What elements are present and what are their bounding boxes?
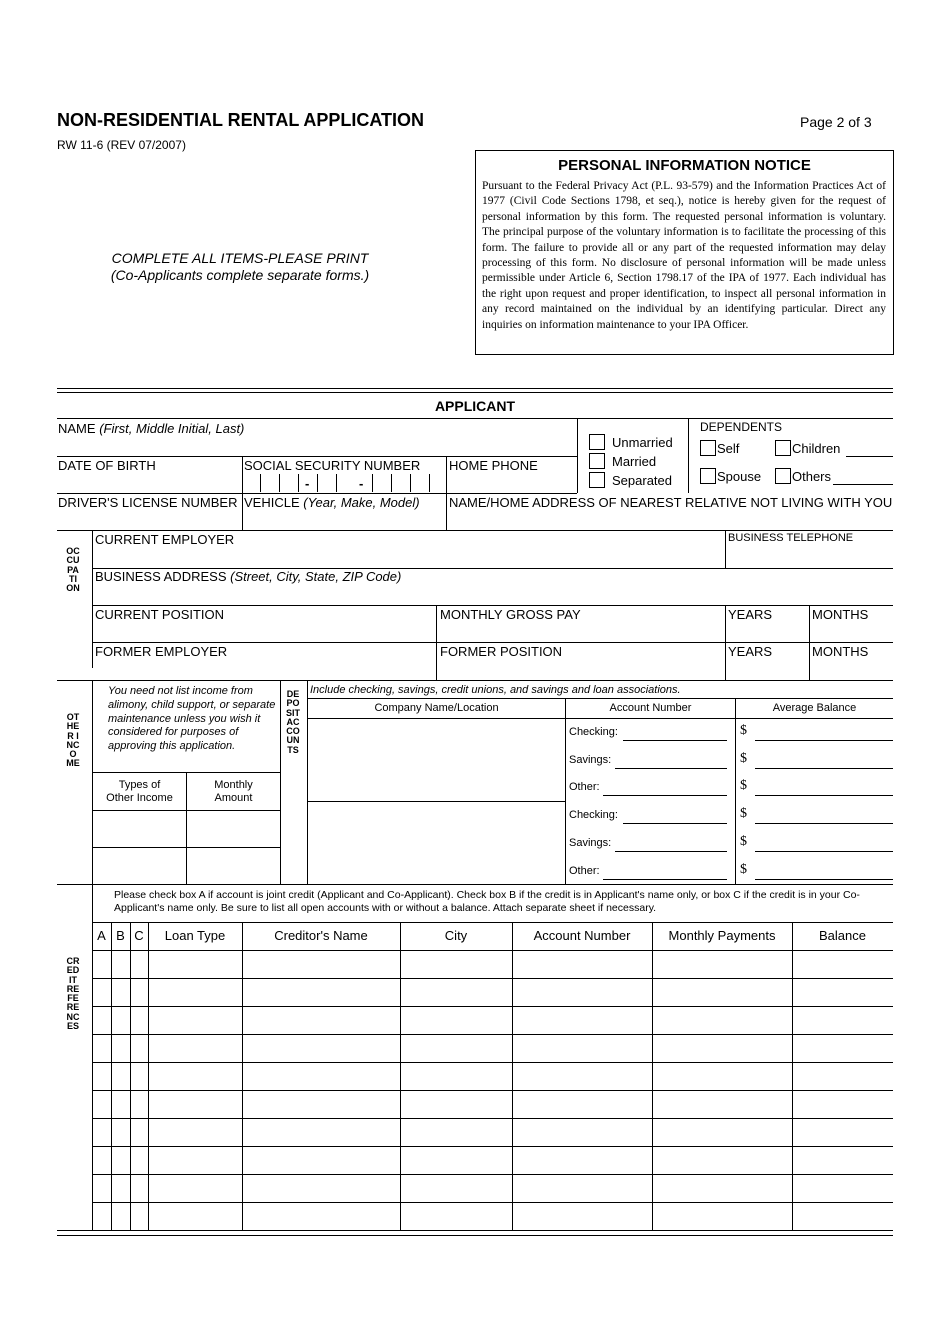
credit-cell[interactable] — [243, 1203, 399, 1229]
self-label: Self — [717, 441, 740, 456]
monthly-label-2: Amount — [214, 792, 253, 804]
balance-field-4[interactable] — [755, 823, 893, 824]
dl-label: DRIVER'S LICENSE NUMBER — [58, 495, 238, 510]
credit-cell[interactable] — [653, 1119, 791, 1145]
business-address-label: BUSINESS ADDRESS (Street, City, State, ZIP Code) — [95, 569, 402, 584]
credit-col-header: Balance — [819, 928, 866, 943]
credit-col-header: B — [116, 928, 125, 943]
dob-label: DATE OF BIRTH — [58, 458, 156, 473]
company-field-2[interactable] — [309, 803, 563, 882]
credit-cell[interactable] — [793, 1119, 892, 1145]
former-employer-field[interactable] — [95, 659, 433, 677]
credit-checkbox-cell[interactable] — [131, 1063, 147, 1089]
credit-cell[interactable] — [793, 1091, 892, 1117]
credit-cell[interactable] — [653, 1035, 791, 1061]
credit-cell[interactable] — [513, 1175, 651, 1201]
deposit-accounts-side-label: DEPOSIT ACCOUNTS — [286, 689, 301, 755]
credit-cell[interactable] — [243, 1175, 399, 1201]
savings-label-2: Savings: — [569, 837, 612, 849]
credit-cell[interactable] — [793, 1035, 892, 1061]
dollar-sign-5: $ — [740, 834, 747, 849]
other-income-amount-2[interactable] — [188, 849, 278, 882]
separated-label: Separated — [612, 473, 672, 488]
current-months-field[interactable] — [812, 622, 890, 640]
name-field[interactable] — [58, 436, 574, 454]
credit-cell[interactable] — [793, 1147, 892, 1173]
credit-cell[interactable] — [513, 1203, 651, 1229]
credit-checkbox-cell[interactable] — [93, 1119, 110, 1145]
credit-checkbox-cell[interactable] — [93, 1203, 110, 1229]
credit-checkbox-cell[interactable] — [112, 1175, 129, 1201]
company-col-header: Company Name/Location — [374, 702, 499, 714]
other-account-field-2[interactable] — [603, 879, 727, 880]
types-label-1: Types of — [118, 779, 161, 791]
ssn-dash-1: - — [305, 476, 310, 491]
credit-checkbox-cell[interactable] — [131, 1175, 147, 1201]
company-field-1[interactable] — [309, 720, 563, 799]
other-income-type-1[interactable] — [94, 812, 184, 845]
current-employer-field[interactable] — [95, 548, 720, 566]
credit-cell[interactable] — [401, 1035, 511, 1061]
form-title: NON-RESIDENTIAL RENTAL APPLICATION — [57, 110, 425, 130]
dollar-sign-4: $ — [740, 806, 747, 821]
other-income-type-2[interactable] — [94, 849, 184, 882]
checking-account-field-1[interactable] — [623, 740, 727, 741]
credit-checkbox-cell[interactable] — [131, 1035, 147, 1061]
credit-checkbox-cell[interactable] — [93, 1147, 110, 1173]
credit-cell[interactable] — [243, 1063, 399, 1089]
credit-checkbox-cell[interactable] — [131, 1147, 147, 1173]
credit-cell[interactable] — [243, 1119, 399, 1145]
credit-cell[interactable] — [653, 1203, 791, 1229]
credit-checkbox-cell[interactable] — [112, 1035, 129, 1061]
checking-label-1: Checking: — [569, 726, 618, 738]
credit-col-header: C — [134, 928, 144, 943]
credit-cell[interactable] — [513, 1147, 651, 1173]
credit-cell[interactable] — [653, 1147, 791, 1173]
married-label: Married — [612, 454, 657, 469]
other-income-note: You need not list income from alimony, child support, or separate maintenance unless you wish it considered for purposes of approving this application. — [108, 685, 276, 753]
credit-cell[interactable] — [401, 1203, 511, 1229]
credit-cell[interactable] — [243, 1091, 399, 1117]
credit-cell[interactable] — [793, 951, 892, 977]
children-label: Children — [792, 441, 841, 456]
vehicle-label: VEHICLE (Year, Make, Model) — [244, 495, 420, 510]
current-months-label: MONTHS — [812, 607, 869, 622]
unmarried-label: Unmarried — [612, 435, 673, 450]
credit-cell[interactable] — [653, 1091, 791, 1117]
other-income-amount-1[interactable] — [188, 812, 278, 845]
deposits-note: Include checking, savings, credit unions, and savings and loan associations. — [310, 684, 681, 696]
relative-field[interactable] — [449, 510, 889, 528]
credit-checkbox-cell[interactable] — [93, 979, 110, 1005]
current-years-field[interactable] — [728, 622, 806, 640]
credit-cell[interactable] — [653, 951, 791, 977]
page-number: Page 2 of 3 — [800, 114, 872, 130]
credit-col-header: A — [97, 928, 106, 943]
form-code: RW 11-6 (REV 07/2007) — [57, 138, 186, 152]
credit-cell[interactable] — [793, 979, 892, 1005]
dob-field[interactable] — [58, 473, 238, 491]
credit-cell[interactable] — [401, 1063, 511, 1089]
business-telephone-label: BUSINESS TELEPHONE — [728, 532, 854, 544]
balance-field-6[interactable] — [755, 879, 893, 880]
others-count-line[interactable] — [833, 484, 893, 485]
savings-account-field-2[interactable] — [615, 851, 727, 852]
credit-cell[interactable] — [793, 1007, 892, 1033]
credit-cell[interactable] — [653, 1175, 791, 1201]
checking-label-2: Checking: — [569, 809, 618, 821]
types-label-2: Other Income — [106, 792, 173, 804]
credit-checkbox-cell[interactable] — [131, 1119, 147, 1145]
separated-checkbox[interactable] — [589, 472, 605, 488]
instruction-line-2: (Co-Applicants complete separate forms.) — [110, 267, 370, 283]
credit-checkbox-cell[interactable] — [131, 979, 147, 1005]
other-label-2: Other: — [569, 865, 600, 877]
credit-cell[interactable] — [401, 1007, 511, 1033]
ssn-label: SOCIAL SECURITY NUMBER — [244, 458, 421, 473]
balance-field-3[interactable] — [755, 795, 893, 796]
monthly-gross-pay-label: MONTHLY GROSS PAY — [440, 607, 581, 622]
credit-cell[interactable] — [793, 1203, 892, 1229]
dollar-sign-6: $ — [740, 862, 747, 877]
credit-cell[interactable] — [149, 1091, 241, 1117]
applicant-heading: APPLICANT — [434, 398, 516, 414]
credit-cell[interactable] — [149, 1063, 241, 1089]
current-position-label: CURRENT POSITION — [95, 607, 225, 622]
credit-cell[interactable] — [243, 979, 399, 1005]
credit-cell[interactable] — [513, 1063, 651, 1089]
credit-cell[interactable] — [513, 979, 651, 1005]
credit-col-header: Creditor's Name — [274, 928, 368, 943]
credit-cell[interactable] — [513, 1007, 651, 1033]
credit-checkbox-cell[interactable] — [93, 1063, 110, 1089]
credit-cell[interactable] — [149, 1035, 241, 1061]
others-label: Others — [792, 469, 832, 484]
credit-checkbox-cell[interactable] — [131, 1203, 147, 1229]
credit-cell[interactable] — [149, 1175, 241, 1201]
credit-cell[interactable] — [149, 1119, 241, 1145]
others-checkbox[interactable] — [775, 468, 791, 484]
balance-field-5[interactable] — [755, 851, 893, 852]
current-years-label: YEARS — [728, 607, 773, 622]
credit-col-header: Loan Type — [164, 928, 226, 943]
credit-cell[interactable] — [653, 979, 791, 1005]
balance-field-2[interactable] — [755, 768, 893, 769]
home-phone-field[interactable] — [449, 473, 574, 491]
other-label-1: Other: — [569, 781, 600, 793]
credit-checkbox-cell[interactable] — [112, 979, 129, 1005]
credit-cell[interactable] — [793, 1175, 892, 1201]
credit-cell[interactable] — [401, 951, 511, 977]
credit-cell[interactable] — [149, 1007, 241, 1033]
account-col-header: Account Number — [609, 702, 692, 714]
dependents-title: DEPENDENTS — [700, 420, 783, 434]
former-employer-label: FORMER EMPLOYER — [95, 644, 228, 659]
current-employer-label: CURRENT EMPLOYER — [95, 532, 235, 547]
home-phone-label: HOME PHONE — [449, 458, 538, 473]
former-position-label: FORMER POSITION — [440, 644, 563, 659]
ssn-dash-2: - — [359, 476, 364, 491]
former-years-label: YEARS — [728, 644, 773, 659]
credit-checkbox-cell[interactable] — [112, 1063, 129, 1089]
credit-checkbox-cell[interactable] — [93, 951, 110, 977]
credit-cell[interactable] — [793, 1063, 892, 1089]
credit-cell[interactable] — [513, 1091, 651, 1117]
former-position-field[interactable] — [440, 659, 722, 677]
credit-checkbox-cell[interactable] — [131, 1091, 147, 1117]
credit-checkbox-cell[interactable] — [112, 1119, 129, 1145]
balance-col-header: Average Balance — [772, 702, 857, 714]
credit-col-header: City — [444, 928, 468, 943]
credit-checkbox-cell[interactable] — [131, 1007, 147, 1033]
credit-cell[interactable] — [149, 1203, 241, 1229]
credit-cell[interactable] — [149, 951, 241, 977]
credit-cell[interactable] — [401, 1119, 511, 1145]
credit-checkbox-cell[interactable] — [112, 1147, 129, 1173]
dl-field[interactable] — [58, 510, 238, 528]
credit-checkbox-cell[interactable] — [131, 951, 147, 977]
credit-cell[interactable] — [401, 979, 511, 1005]
notice-title: PERSONAL INFORMATION NOTICE — [558, 157, 811, 174]
credit-checkbox-cell[interactable] — [93, 1091, 110, 1117]
spouse-checkbox[interactable] — [700, 468, 716, 484]
relative-label: NAME/HOME ADDRESS OF NEAREST RELATIVE NOT LIVING WITH YOU — [449, 495, 893, 510]
name-label: NAME (First, Middle Initial, Last) — [58, 421, 245, 436]
credit-cell[interactable] — [243, 1147, 399, 1173]
credit-cell[interactable] — [513, 1035, 651, 1061]
credit-cell[interactable] — [149, 979, 241, 1005]
credit-references-side-label: CREDIT REFERENCES — [66, 956, 80, 1032]
credit-cell[interactable] — [243, 1007, 399, 1033]
credit-cell[interactable] — [243, 951, 399, 977]
dollar-sign-1: $ — [740, 723, 747, 738]
occupation-side-label: OCCUPATION — [66, 546, 80, 594]
other-income-side-label: OTHER INCOME — [66, 712, 80, 769]
credit-cell[interactable] — [401, 1091, 511, 1117]
credit-checkbox-cell[interactable] — [112, 951, 129, 977]
children-checkbox[interactable] — [775, 440, 791, 456]
credit-checkbox-cell[interactable] — [93, 1007, 110, 1033]
balance-field-1[interactable] — [755, 740, 893, 741]
credit-cell[interactable] — [513, 1119, 651, 1145]
credit-col-header: Account Number — [533, 928, 631, 943]
dollar-sign-3: $ — [740, 778, 747, 793]
business-address-field[interactable] — [95, 585, 890, 603]
credit-checkbox-cell[interactable] — [112, 1007, 129, 1033]
credit-checkbox-cell[interactable] — [112, 1203, 129, 1229]
former-years-field[interactable] — [728, 659, 806, 677]
ssn-field[interactable] — [244, 474, 444, 492]
dollar-sign-2: $ — [740, 751, 747, 766]
credit-cell[interactable] — [653, 1007, 791, 1033]
business-telephone-field[interactable] — [728, 548, 890, 566]
current-position-field[interactable] — [95, 622, 433, 640]
vehicle-field[interactable] — [244, 510, 444, 528]
former-months-field[interactable] — [812, 659, 890, 677]
credit-cell[interactable] — [513, 951, 651, 977]
credit-cell[interactable] — [401, 1147, 511, 1173]
credit-checkbox-cell[interactable] — [112, 1091, 129, 1117]
notice-body: Pursuant to the Federal Privacy Act (P.L. 93-579) and the Information Practices Act of 1977 (Civil Code Sections 1798, et seq.), notice is hereby given for the request of personal information by this form. The requested personal information is voluntary. The principal purpose of the voluntary information is to facilitate the processing of this form. The failure to provide all or any part of the requested information may delay processing of this form. No disclosure of personal information will be made unless permissible under Article 6, Section 1798.17 of the IPA of 1977. Each individual has the right upon request and proper identification, to inspect all personal information in any record maintained on the individual by an identifying particular. Direct any inquiries on information maintenance to your IPA Officer. — [482, 180, 886, 331]
checking-account-field-2[interactable] — [623, 823, 727, 824]
married-checkbox[interactable] — [589, 453, 605, 469]
credit-checkbox-cell[interactable] — [93, 1035, 110, 1061]
savings-account-field-1[interactable] — [615, 768, 727, 769]
spouse-label: Spouse — [717, 469, 762, 484]
credit-col-header: Monthly Payments — [668, 928, 776, 943]
instruction-line-1: COMPLETE ALL ITEMS-PLEASE PRINT — [111, 250, 369, 266]
monthly-gross-pay-field[interactable] — [440, 622, 722, 640]
credit-cell[interactable] — [149, 1147, 241, 1173]
former-months-label: MONTHS — [812, 644, 869, 659]
self-checkbox[interactable] — [700, 440, 716, 456]
children-count-line[interactable] — [846, 456, 893, 457]
credit-cell[interactable] — [653, 1063, 791, 1089]
other-account-field-1[interactable] — [603, 795, 727, 796]
credit-checkbox-cell[interactable] — [93, 1175, 110, 1201]
monthly-label-1: Monthly — [214, 779, 253, 791]
credit-cell[interactable] — [243, 1035, 399, 1061]
savings-label-1: Savings: — [569, 754, 612, 766]
credit-cell[interactable] — [401, 1175, 511, 1201]
credit-instructions: Please check box A if account is joint credit (Applicant and Co-Applicant). Check box B if the credit is in Applicant's name only, or box C if the credit is in your Co-Applicant's name only. Be sure to list all open accounts with or without a balance. Attach separate sheet if necessary. — [114, 889, 860, 914]
unmarried-checkbox[interactable] — [589, 434, 605, 450]
